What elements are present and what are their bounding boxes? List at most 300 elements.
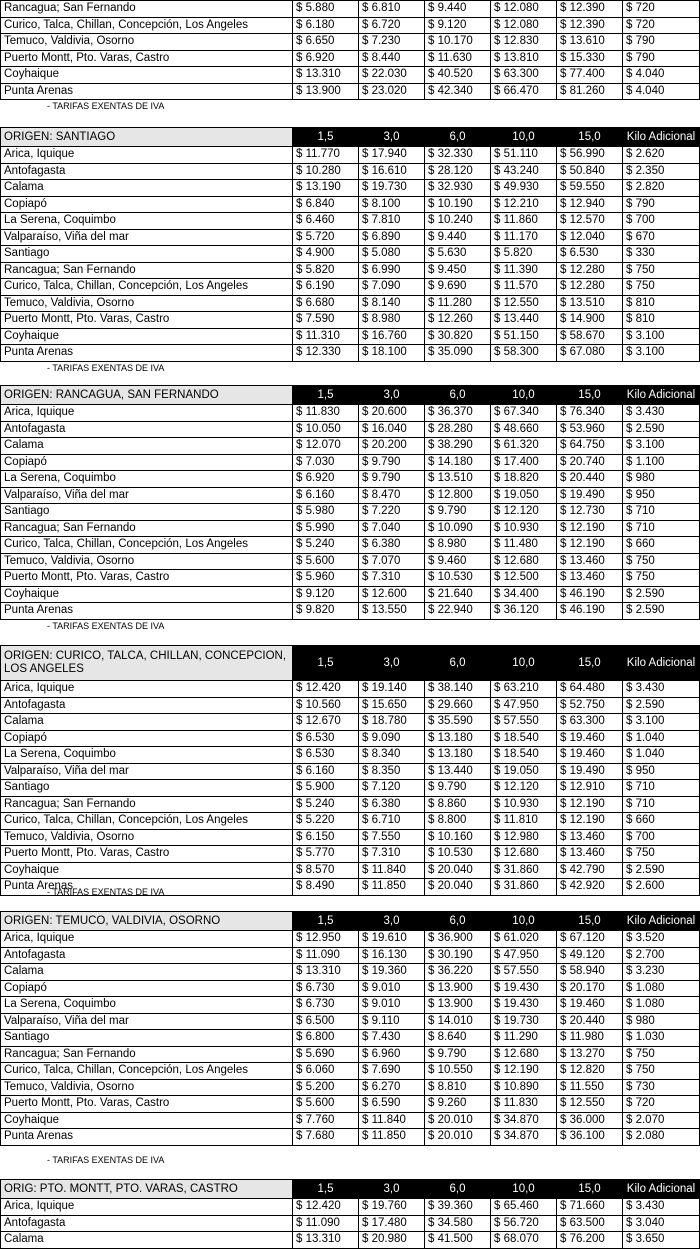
table-row [1, 50, 700, 67]
rate-cell: $ 15.650 [359, 697, 425, 714]
rate-cell: $ 20.170 [557, 980, 623, 997]
rate-cell: $ 11.390 [491, 262, 557, 279]
rate-cell: $ 10.190 [425, 196, 491, 213]
tax-exempt-note: - TARIFAS EXENTAS DE IVA [47, 887, 165, 897]
rate-cell: $ 3.040 [623, 1215, 700, 1232]
destination-cell: Puerto Montt, Pto. Varas, Castro [1, 312, 293, 329]
destination-cell: Puerto Montt, Pto. Varas, Castro [1, 570, 293, 587]
rate-cell: $ 19.140 [359, 681, 425, 698]
rate-cell: $ 810 [623, 295, 700, 312]
rate-cell: $ 46.190 [557, 586, 623, 603]
rate-cell: $ 42.920 [557, 879, 623, 896]
rate-cell: $ 8.980 [359, 312, 425, 329]
destination-cell: Antofagasta [1, 421, 293, 438]
destination-cell: Puerto Montt, Pto. Varas, Castro [1, 50, 293, 67]
rate-cell: $ 9.010 [359, 980, 425, 997]
rate-cell: $ 11.170 [491, 229, 557, 246]
rate-cell: $ 18.540 [491, 730, 557, 747]
rate-cell: $ 49.930 [491, 180, 557, 197]
rate-cell: $ 8.350 [359, 763, 425, 780]
rate-cell: $ 22.940 [425, 603, 491, 620]
tax-exempt-note: - TARIFAS EXENTAS DE IVA [47, 101, 165, 111]
rate-cell: $ 6.730 [293, 997, 359, 1014]
rate-cell: $ 6.160 [293, 763, 359, 780]
destination-cell: Punta Arenas [1, 1129, 293, 1146]
rate-cell: $ 13.550 [359, 603, 425, 620]
rate-cell: $ 700 [623, 829, 700, 846]
rate-cell: $ 3.430 [623, 405, 700, 422]
origin-section [0, 385, 700, 620]
rate-cell: $ 76.340 [557, 405, 623, 422]
rate-cell: $ 13.270 [557, 1046, 623, 1063]
rate-cell: $ 790 [623, 196, 700, 213]
rate-cell: $ 2.590 [623, 603, 700, 620]
rate-cell: $ 6.530 [293, 747, 359, 764]
rate-cell: $ 12.500 [491, 570, 557, 587]
rate-cell: $ 47.950 [491, 947, 557, 964]
rate-cell: $ 710 [623, 520, 700, 537]
rate-cell: $ 10.890 [491, 1079, 557, 1096]
destination-cell: Punta Arenas [1, 879, 293, 896]
destination-cell: Antofagasta [1, 1215, 293, 1232]
rate-cell: $ 8.800 [425, 813, 491, 830]
rate-cell: $ 6.920 [293, 50, 359, 67]
destination-cell: Temuco, Valdivia, Osorno [1, 34, 293, 51]
rate-cell: $ 2.070 [623, 1112, 700, 1129]
rate-cell: $ 6.710 [359, 813, 425, 830]
table-row [1, 947, 700, 964]
origin-section [0, 127, 700, 362]
rate-cell: $ 12.420 [293, 681, 359, 698]
rate-cell: $ 12.330 [293, 345, 359, 362]
rate-cell: $ 81.260 [557, 83, 623, 100]
rate-cell: $ 19.360 [359, 964, 425, 981]
rate-cell: $ 3.100 [623, 345, 700, 362]
rate-cell: $ 12.080 [491, 1, 557, 18]
rate-cell: $ 6.380 [359, 796, 425, 813]
destination-cell: Calama [1, 714, 293, 731]
rate-cell: $ 13.440 [491, 312, 557, 329]
origin-section [0, 911, 700, 1146]
destination-cell: Calama [1, 180, 293, 197]
rate-cell: $ 6.190 [293, 279, 359, 296]
destination-cell: Rancagua; San Fernando [1, 796, 293, 813]
rate-cell: $ 19.050 [491, 487, 557, 504]
rate-cell: $ 47.950 [491, 697, 557, 714]
rate-cell: $ 5.900 [293, 780, 359, 797]
rate-cell: $ 38.140 [425, 681, 491, 698]
rate-cell: $ 20.740 [557, 454, 623, 471]
rate-cell: $ 4.900 [293, 246, 359, 263]
rate-cell: $ 36.220 [425, 964, 491, 981]
table-row [1, 328, 700, 345]
rate-cell: $ 20.440 [557, 471, 623, 488]
rate-table [0, 385, 700, 620]
table-row [1, 862, 700, 879]
rate-cell: $ 52.750 [557, 697, 623, 714]
rate-cell: $ 22.030 [359, 67, 425, 84]
destination-cell: Puerto Montt, Pto. Varas, Castro [1, 1096, 293, 1113]
rate-cell: $ 71.660 [557, 1199, 623, 1216]
table-row [1, 730, 700, 747]
rate-cell: $ 9.690 [425, 279, 491, 296]
destination-cell: Calama [1, 964, 293, 981]
table-row [1, 67, 700, 84]
rate-cell: $ 12.820 [557, 1063, 623, 1080]
rate-cell: $ 10.050 [293, 421, 359, 438]
rate-cell: $ 11.810 [491, 813, 557, 830]
rate-cell: $ 9.120 [293, 586, 359, 603]
rate-cell: $ 2.820 [623, 180, 700, 197]
destination-cell: Calama [1, 1232, 293, 1249]
rate-cell: $ 750 [623, 553, 700, 570]
rate-cell: $ 3.430 [623, 1199, 700, 1216]
rate-cell: $ 42.790 [557, 862, 623, 879]
rate-cell: $ 1.100 [623, 454, 700, 471]
rate-cell: $ 16.760 [359, 328, 425, 345]
origin-label: ORIGEN: CURICO, TALCA, CHILLAN, CONCEPCION, LOS ANGELES [1, 646, 293, 681]
rate-cell: $ 67.080 [557, 345, 623, 362]
rate-cell: $ 13.460 [557, 829, 623, 846]
rate-cell: $ 12.190 [557, 813, 623, 830]
weight-column-header: 6,0 [425, 128, 491, 147]
weight-column-header: 3,0 [359, 912, 425, 931]
table-row [1, 780, 700, 797]
rate-cell: $ 7.550 [359, 829, 425, 846]
destination-cell: Santiago [1, 780, 293, 797]
destination-cell: Coyhaique [1, 328, 293, 345]
table-row [1, 586, 700, 603]
rate-cell: $ 9.010 [359, 997, 425, 1014]
destination-cell: Coyhaique [1, 67, 293, 84]
rate-cell: $ 19.460 [557, 747, 623, 764]
rate-cell: $ 50.840 [557, 163, 623, 180]
weight-column-header: 6,0 [425, 1180, 491, 1199]
destination-cell: Calama [1, 438, 293, 455]
rate-cell: $ 13.460 [557, 553, 623, 570]
rate-cell: $ 76.200 [557, 1232, 623, 1249]
rate-cell: $ 7.680 [293, 1129, 359, 1146]
rate-cell: $ 4.040 [623, 83, 700, 100]
rate-cell: $ 13.460 [557, 570, 623, 587]
rate-cell: $ 41.500 [425, 1232, 491, 1249]
rate-cell: $ 19.050 [491, 763, 557, 780]
rate-cell: $ 13.610 [557, 34, 623, 51]
rate-cell: $ 58.300 [491, 345, 557, 362]
rate-cell: $ 36.000 [557, 1112, 623, 1129]
rate-cell: $ 10.160 [425, 829, 491, 846]
weight-column-header: 15,0 [557, 128, 623, 147]
rate-cell: $ 18.100 [359, 345, 425, 362]
table-row [1, 279, 700, 296]
header-row [1, 1180, 700, 1199]
header-row [1, 646, 700, 681]
rate-cell: $ 14.900 [557, 312, 623, 329]
weight-column-header: 10,0 [491, 386, 557, 405]
table-row [1, 570, 700, 587]
rate-cell: $ 9.790 [425, 1046, 491, 1063]
table-row [1, 1232, 700, 1249]
rate-cell: $ 12.420 [293, 1199, 359, 1216]
rate-cell: $ 1.040 [623, 747, 700, 764]
weight-column-header: 6,0 [425, 646, 491, 681]
weight-column-header: 1,5 [293, 646, 359, 681]
rate-cell: $ 19.430 [491, 980, 557, 997]
weight-column-header: Kilo Adicional [623, 1180, 700, 1199]
rate-cell: $ 11.840 [359, 1112, 425, 1129]
rate-cell: $ 12.120 [491, 504, 557, 521]
rate-cell: $ 10.240 [425, 213, 491, 230]
rate-cell: $ 5.240 [293, 796, 359, 813]
destination-cell: Rancagua; San Fernando [1, 1046, 293, 1063]
table-row [1, 964, 700, 981]
rate-cell: $ 65.460 [491, 1199, 557, 1216]
previous-table-fragment [0, 0, 700, 100]
rate-cell: $ 9.440 [425, 1, 491, 18]
rate-cell: $ 67.340 [491, 405, 557, 422]
rate-cell: $ 13.180 [425, 747, 491, 764]
rate-table [0, 911, 700, 1146]
rate-cell: $ 66.470 [491, 83, 557, 100]
table-row [1, 697, 700, 714]
rate-cell: $ 5.240 [293, 537, 359, 554]
rate-cell: $ 13.180 [425, 730, 491, 747]
destination-cell: Santiago [1, 504, 293, 521]
rate-cell: $ 8.440 [359, 50, 425, 67]
rate-cell: $ 20.200 [359, 438, 425, 455]
header-row [1, 912, 700, 931]
rate-cell: $ 12.940 [557, 196, 623, 213]
rate-cell: $ 11.310 [293, 328, 359, 345]
rate-cell: $ 6.460 [293, 213, 359, 230]
rate-cell: $ 67.120 [557, 931, 623, 948]
weight-column-header: 3,0 [359, 646, 425, 681]
rate-cell: $ 710 [623, 780, 700, 797]
rate-cell: $ 10.530 [425, 570, 491, 587]
table-row [1, 931, 700, 948]
rate-cell: $ 12.570 [557, 213, 623, 230]
rate-cell: $ 13.440 [425, 763, 491, 780]
destination-cell: Rancagua; San Fernando [1, 1, 293, 18]
rate-cell: $ 10.550 [425, 1063, 491, 1080]
table-row [1, 1013, 700, 1030]
table-row [1, 980, 700, 997]
rate-cell: $ 17.400 [491, 454, 557, 471]
rate-cell: $ 3.100 [623, 328, 700, 345]
table-row [1, 196, 700, 213]
rate-cell: $ 660 [623, 813, 700, 830]
table-row [1, 747, 700, 764]
table-row [1, 213, 700, 230]
rate-cell: $ 6.680 [293, 295, 359, 312]
rate-cell: $ 3.230 [623, 964, 700, 981]
rate-cell: $ 59.550 [557, 180, 623, 197]
table-row [1, 471, 700, 488]
destination-cell: Arica, Iquique [1, 931, 293, 948]
rate-cell: $ 7.220 [359, 504, 425, 521]
rate-cell: $ 5.820 [491, 246, 557, 263]
table-row [1, 1096, 700, 1113]
table-row [1, 1079, 700, 1096]
rate-cell: $ 3.430 [623, 681, 700, 698]
table-row [1, 1030, 700, 1047]
table-row [1, 813, 700, 830]
destination-cell: Antofagasta [1, 697, 293, 714]
rate-cell: $ 6.150 [293, 829, 359, 846]
rate-cell: $ 6.590 [359, 1096, 425, 1113]
rate-cell: $ 40.520 [425, 67, 491, 84]
table-row [1, 312, 700, 329]
rate-cell: $ 8.640 [425, 1030, 491, 1047]
rate-cell: $ 5.080 [359, 246, 425, 263]
rate-cell: $ 32.330 [425, 147, 491, 164]
weight-column-header: 3,0 [359, 1180, 425, 1199]
rate-cell: $ 12.730 [557, 504, 623, 521]
rate-cell: $ 51.110 [491, 147, 557, 164]
table-row [1, 537, 700, 554]
rate-cell: $ 2.600 [623, 879, 700, 896]
rate-cell: $ 13.900 [425, 980, 491, 997]
rate-cell: $ 19.760 [359, 1199, 425, 1216]
rate-cell: $ 12.280 [557, 279, 623, 296]
rate-cell: $ 36.370 [425, 405, 491, 422]
rate-cell: $ 9.440 [425, 229, 491, 246]
rate-cell: $ 15.330 [557, 50, 623, 67]
rate-cell: $ 12.190 [557, 537, 623, 554]
destination-cell: Punta Arenas [1, 345, 293, 362]
rate-cell: $ 12.980 [491, 829, 557, 846]
rate-cell: $ 710 [623, 796, 700, 813]
table-row [1, 796, 700, 813]
rate-cell: $ 6.380 [359, 537, 425, 554]
rate-cell: $ 35.090 [425, 345, 491, 362]
weight-column-header: 6,0 [425, 912, 491, 931]
table-row [1, 1, 700, 18]
rate-cell: $ 9.110 [359, 1013, 425, 1030]
rate-cell: $ 34.870 [491, 1129, 557, 1146]
rate-cell: $ 1.030 [623, 1030, 700, 1047]
rate-cell: $ 64.480 [557, 681, 623, 698]
rate-cell: $ 5.880 [293, 1, 359, 18]
rate-cell: $ 13.900 [425, 997, 491, 1014]
rate-cell: $ 20.010 [425, 1129, 491, 1146]
weight-column-header: 6,0 [425, 386, 491, 405]
table-row [1, 1046, 700, 1063]
table-row [1, 997, 700, 1014]
destination-cell: Santiago [1, 246, 293, 263]
rate-cell: $ 1.080 [623, 980, 700, 997]
rate-cell: $ 1.080 [623, 997, 700, 1014]
rate-cell: $ 790 [623, 50, 700, 67]
table-row [1, 345, 700, 362]
origin-label: ORIGEN: RANCAGUA, SAN FERNANDO [1, 386, 293, 405]
rate-cell: $ 20.010 [425, 1112, 491, 1129]
rate-cell: $ 3.100 [623, 714, 700, 731]
table-row [1, 763, 700, 780]
rate-cell: $ 6.650 [293, 34, 359, 51]
rate-cell: $ 13.190 [293, 180, 359, 197]
rate-cell: $ 13.310 [293, 964, 359, 981]
rate-cell: $ 5.820 [293, 262, 359, 279]
rate-cell: $ 5.980 [293, 504, 359, 521]
rate-cell: $ 9.120 [425, 17, 491, 34]
rate-cell: $ 2.700 [623, 947, 700, 964]
rate-cell: $ 5.200 [293, 1079, 359, 1096]
table-row [1, 846, 700, 863]
rate-cell: $ 5.720 [293, 229, 359, 246]
rate-cell: $ 17.480 [359, 1215, 425, 1232]
origin-section [0, 645, 700, 896]
rate-cell: $ 750 [623, 262, 700, 279]
rate-cell: $ 7.690 [359, 1063, 425, 1080]
destination-cell: Copiapó [1, 730, 293, 747]
rate-cell: $ 11.980 [557, 1030, 623, 1047]
rate-cell: $ 1.040 [623, 730, 700, 747]
rate-cell: $ 6.160 [293, 487, 359, 504]
rate-cell: $ 13.510 [425, 471, 491, 488]
rate-cell: $ 10.090 [425, 520, 491, 537]
rate-cell: $ 700 [623, 213, 700, 230]
rate-cell: $ 10.170 [425, 34, 491, 51]
rate-cell: $ 5.690 [293, 1046, 359, 1063]
weight-column-header: 10,0 [491, 912, 557, 931]
rate-cell: $ 12.670 [293, 714, 359, 731]
table-row [1, 180, 700, 197]
weight-column-header: 3,0 [359, 128, 425, 147]
table-row [1, 147, 700, 164]
rate-cell: $ 5.990 [293, 520, 359, 537]
weight-column-header: 1,5 [293, 386, 359, 405]
rate-cell: $ 980 [623, 1013, 700, 1030]
rate-cell: $ 21.640 [425, 586, 491, 603]
weight-column-header: 1,5 [293, 128, 359, 147]
rate-cell: $ 32.930 [425, 180, 491, 197]
table-row [1, 163, 700, 180]
rate-cell: $ 5.630 [425, 246, 491, 263]
table-row [1, 1063, 700, 1080]
rate-cell: $ 12.680 [491, 553, 557, 570]
rate-cell: $ 19.730 [359, 180, 425, 197]
destination-cell: Curico, Talca, Chillan, Concepción, Los Angeles [1, 537, 293, 554]
rate-cell: $ 12.390 [557, 17, 623, 34]
rate-cell: $ 670 [623, 229, 700, 246]
rate-cell: $ 3.520 [623, 931, 700, 948]
rate-cell: $ 12.190 [557, 520, 623, 537]
rate-cell: $ 46.190 [557, 603, 623, 620]
rate-cell: $ 12.550 [491, 295, 557, 312]
destination-cell: La Serena, Coquimbo [1, 997, 293, 1014]
rate-cell: $ 34.580 [425, 1215, 491, 1232]
destination-cell: Coyhaique [1, 586, 293, 603]
rate-cell: $ 19.460 [557, 730, 623, 747]
rate-cell: $ 3.100 [623, 438, 700, 455]
rate-cell: $ 6.180 [293, 17, 359, 34]
rate-cell: $ 11.570 [491, 279, 557, 296]
rate-cell: $ 64.750 [557, 438, 623, 455]
table-row [1, 405, 700, 422]
weight-column-header: 15,0 [557, 912, 623, 931]
rate-cell: $ 23.020 [359, 83, 425, 100]
tax-exempt-note: - TARIFAS EXENTAS DE IVA [47, 621, 165, 631]
rate-cell: $ 63.300 [557, 714, 623, 731]
weight-column-header: Kilo Adicional [623, 912, 700, 931]
rate-cell: $ 11.090 [293, 947, 359, 964]
rate-cell: $ 720 [623, 1, 700, 18]
rate-cell: $ 56.720 [491, 1215, 557, 1232]
rate-cell: $ 10.930 [491, 796, 557, 813]
table-row [1, 487, 700, 504]
destination-cell: Antofagasta [1, 947, 293, 964]
